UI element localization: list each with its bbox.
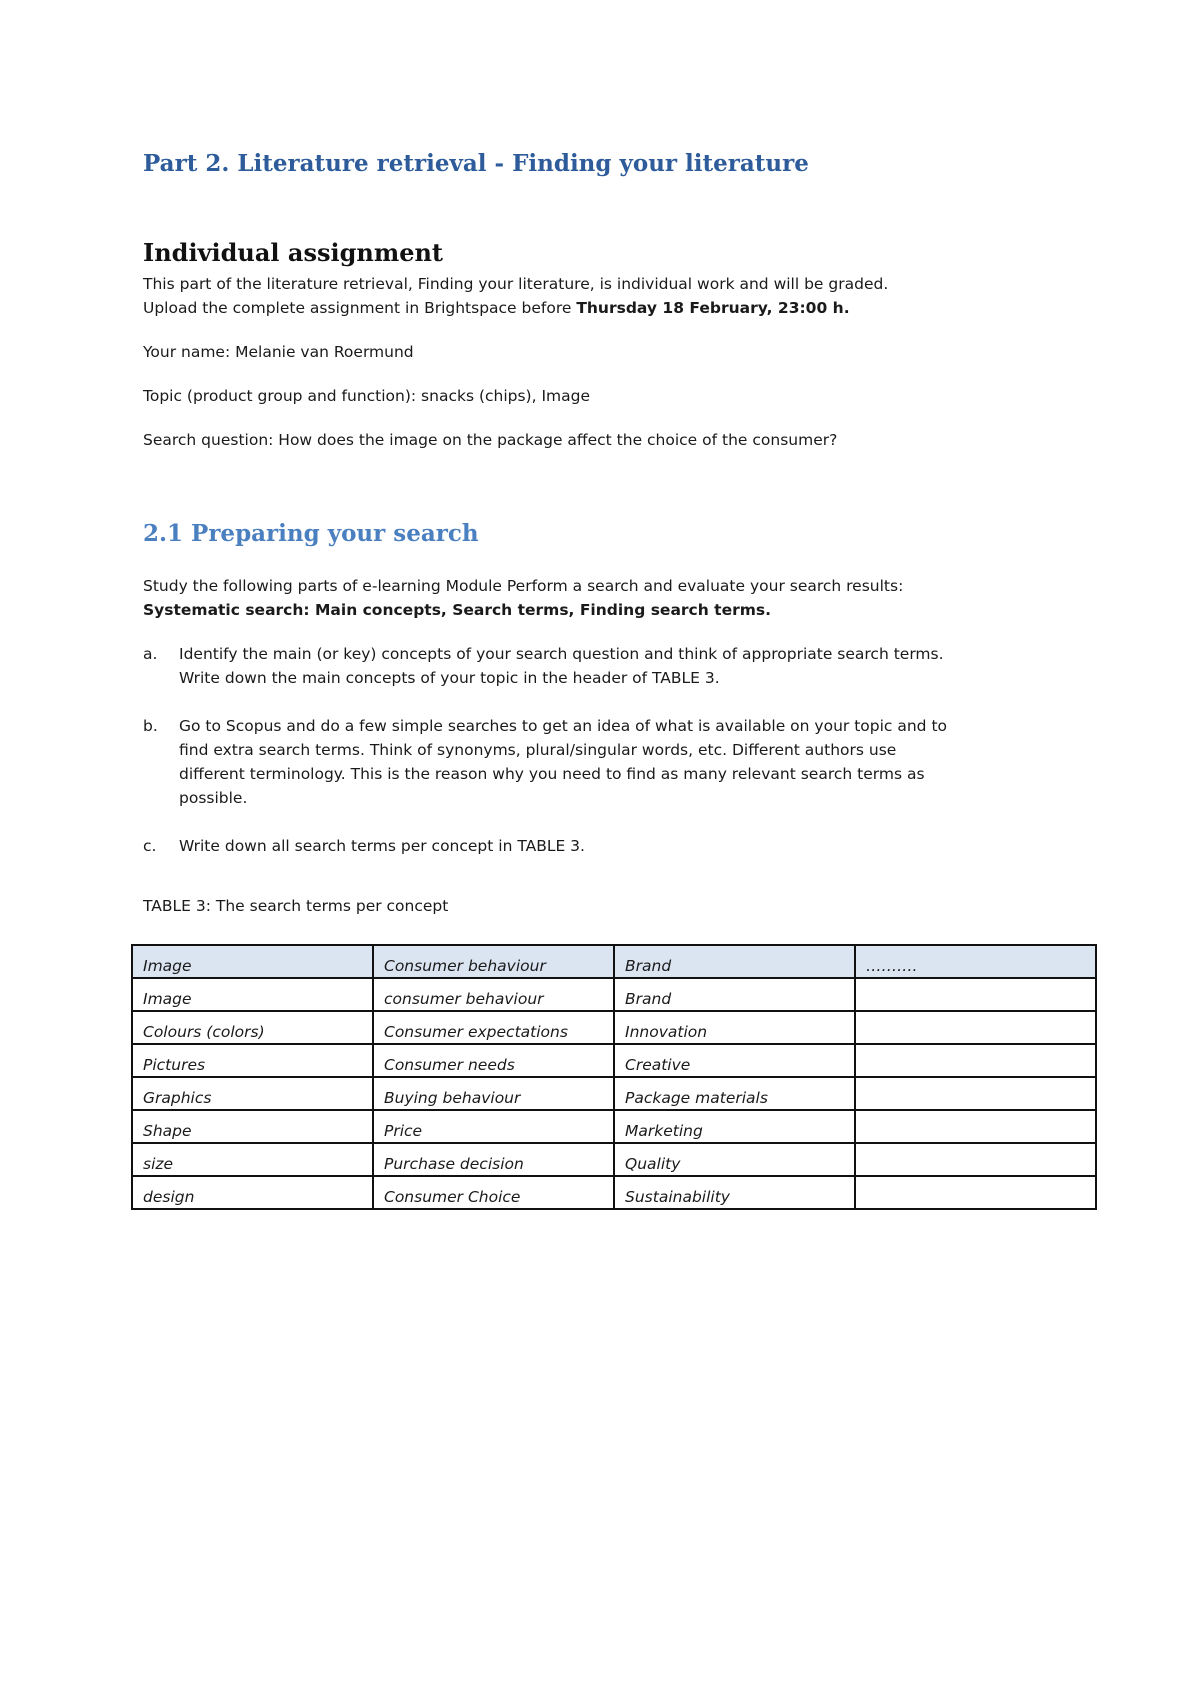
assignment-title: Individual assignment: [143, 238, 444, 267]
table-cell[interactable]: [855, 978, 1096, 1011]
table-cell[interactable]: Sustainability: [614, 1176, 855, 1209]
table-cell[interactable]: Consumer Choice: [373, 1176, 614, 1209]
list-marker: c.: [143, 837, 157, 855]
table-row: [132, 1044, 1096, 1077]
list-line: Identify the main (or key) concepts of your search question and think of appropriate search terms.: [179, 645, 944, 663]
list-line: possible.: [179, 789, 248, 807]
table-row: [132, 1011, 1096, 1044]
list-line: Write down the main concepts of your topic in the header of TABLE 3.: [179, 669, 720, 687]
table-cell[interactable]: [855, 1011, 1096, 1044]
table-cell[interactable]: Quality: [614, 1143, 855, 1176]
table-cell[interactable]: consumer behaviour: [373, 978, 614, 1011]
table-cell[interactable]: Image: [132, 978, 373, 1011]
assignment-line-1: This part of the literature retrieval, Finding your literature, is individual work and will be graded.: [143, 275, 889, 293]
table-header-row: [132, 945, 1096, 978]
header-cell[interactable]: ……….: [855, 945, 1096, 978]
table-cell[interactable]: Shape: [132, 1110, 373, 1143]
table-cell[interactable]: Colours (colors): [132, 1011, 373, 1044]
table-cell[interactable]: size: [132, 1143, 373, 1176]
table-caption: TABLE 3: The search terms per concept: [143, 897, 449, 915]
table-cell[interactable]: Pictures: [132, 1044, 373, 1077]
header-cell[interactable]: Consumer behaviour: [373, 945, 614, 978]
assignment-line-2: [143, 296, 850, 320]
table-cell[interactable]: [855, 1143, 1096, 1176]
upload-text: Upload the complete assignment in Brightspace before: [143, 299, 577, 317]
table-cell[interactable]: Consumer expectations: [373, 1011, 614, 1044]
table-cell[interactable]: Price: [373, 1110, 614, 1143]
table-cell[interactable]: Creative: [614, 1044, 855, 1077]
page-heading: Part 2. Literature retrieval - Finding your literature: [143, 150, 809, 177]
section-intro: Study the following parts of e-learning Module Perform a search and evaluate your search results:: [143, 577, 904, 595]
list-marker: a.: [143, 645, 158, 663]
topic-line: Topic (product group and function): snacks (chips), Image: [143, 387, 591, 405]
table-cell[interactable]: design: [132, 1176, 373, 1209]
table-cell[interactable]: Marketing: [614, 1110, 855, 1143]
table-row: [132, 1077, 1096, 1110]
table-cell[interactable]: Package materials: [614, 1077, 855, 1110]
header-cell[interactable]: Image: [132, 945, 373, 978]
table-cell[interactable]: Brand: [614, 978, 855, 1011]
list-line: Write down all search terms per concept in TABLE 3.: [179, 837, 585, 855]
search-question: Search question: How does the image on the package affect the choice of the consumer?: [143, 431, 838, 449]
list-line: Go to Scopus and do a few simple searches to get an idea of what is available on your topic and to: [179, 717, 947, 735]
table-cell[interactable]: Buying behaviour: [373, 1077, 614, 1110]
table-cell[interactable]: Consumer needs: [373, 1044, 614, 1077]
table-row: [132, 978, 1096, 1011]
list-line: find extra search terms. Think of synonyms, plural/singular words, etc. Different authors use: [179, 741, 897, 759]
header-cell[interactable]: Brand: [614, 945, 855, 978]
search-terms-table: [131, 944, 1097, 1210]
table-row: [132, 1110, 1096, 1143]
list-marker: b.: [143, 717, 158, 735]
table-cell[interactable]: Innovation: [614, 1011, 855, 1044]
table-cell[interactable]: [855, 1110, 1096, 1143]
student-name: Your name: Melanie van Roermund: [143, 343, 414, 361]
table-cell[interactable]: [855, 1077, 1096, 1110]
deadline-text: Thursday 18 February, 23:00 h.: [576, 299, 850, 317]
list-line: different terminology. This is the reason why you need to find as many relevant search terms as: [179, 765, 925, 783]
table-cell[interactable]: [855, 1044, 1096, 1077]
table-cell[interactable]: Purchase decision: [373, 1143, 614, 1176]
section-intro-bold: Systematic search: Main concepts, Search terms, Finding search terms.: [143, 601, 771, 619]
section-title: 2.1 Preparing your search: [143, 520, 479, 547]
table-cell[interactable]: [855, 1176, 1096, 1209]
table-row: [132, 1176, 1096, 1209]
table-cell[interactable]: Graphics: [132, 1077, 373, 1110]
table-row: [132, 1143, 1096, 1176]
